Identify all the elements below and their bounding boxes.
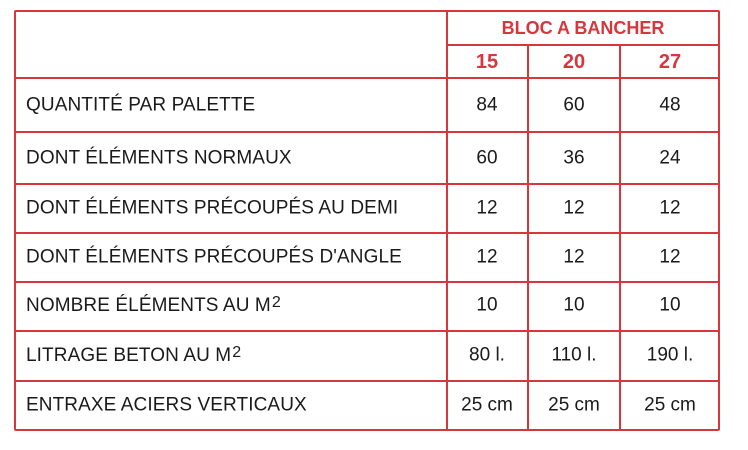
table-cell: 25 cm [644, 394, 696, 416]
table-cell: 60 [476, 147, 498, 169]
superscript-2: 2 [232, 344, 242, 361]
rule-under-group-header [446, 44, 720, 46]
row-divider [14, 183, 720, 185]
row-divider [14, 380, 720, 382]
table-cell: 10 [476, 294, 498, 316]
column-divider [446, 10, 448, 431]
column-header-27: 27 [658, 51, 682, 73]
table-cell: 110 l. [551, 344, 597, 366]
table-cell: 36 [563, 147, 585, 169]
table-cell: 10 [563, 294, 585, 316]
rule-under-column-headers [14, 77, 720, 79]
row-label-text: NOMBRE ÉLÉMENTS AU M [26, 295, 271, 316]
table-cell: 12 [476, 246, 498, 268]
row-label-entraxe: ENTRAXE ACIERS VERTICAUX [26, 394, 307, 416]
spec-table [14, 10, 720, 431]
table-cell: 24 [659, 147, 681, 169]
table-cell: 12 [659, 246, 681, 268]
table-cell: 80 l. [469, 344, 505, 366]
table-cell: 12 [659, 197, 681, 219]
table-cell: 25 cm [548, 394, 600, 416]
table-cell: 25 cm [461, 394, 513, 416]
column-divider [619, 44, 621, 431]
table-cell: 12 [563, 197, 585, 219]
table-cell: 12 [563, 246, 585, 268]
row-label-text: LITRAGE BETON AU M [26, 345, 232, 366]
row-label-precoupes-angle: DONT ÉLÉMENTS PRÉCOUPÉS D'ANGLE [26, 246, 402, 268]
row-divider [14, 232, 720, 234]
table-cell: 60 [563, 94, 585, 116]
group-header: BLOC A BANCHER [501, 18, 665, 38]
column-header-20: 20 [562, 51, 586, 73]
row-label-normaux: DONT ÉLÉMENTS NORMAUX [26, 147, 292, 169]
row-divider [14, 330, 720, 332]
row-label-precoupes-demi: DONT ÉLÉMENTS PRÉCOUPÉS AU DEMI [26, 197, 399, 219]
column-divider [527, 44, 529, 431]
superscript-2: 2 [271, 294, 281, 311]
table-cell: 12 [476, 197, 498, 219]
row-divider [14, 281, 720, 283]
column-header-15: 15 [475, 51, 499, 73]
table-cell: 190 l. [646, 344, 694, 366]
row-label-nombre-elements [26, 295, 281, 315]
table-cell: 84 [476, 94, 498, 116]
row-divider [14, 131, 720, 133]
table-cell: 10 [659, 294, 681, 316]
row-label-quantite: QUANTITÉ PAR PALETTE [26, 94, 256, 116]
table-cell: 48 [659, 94, 681, 116]
row-label-litrage-beton [26, 345, 241, 365]
